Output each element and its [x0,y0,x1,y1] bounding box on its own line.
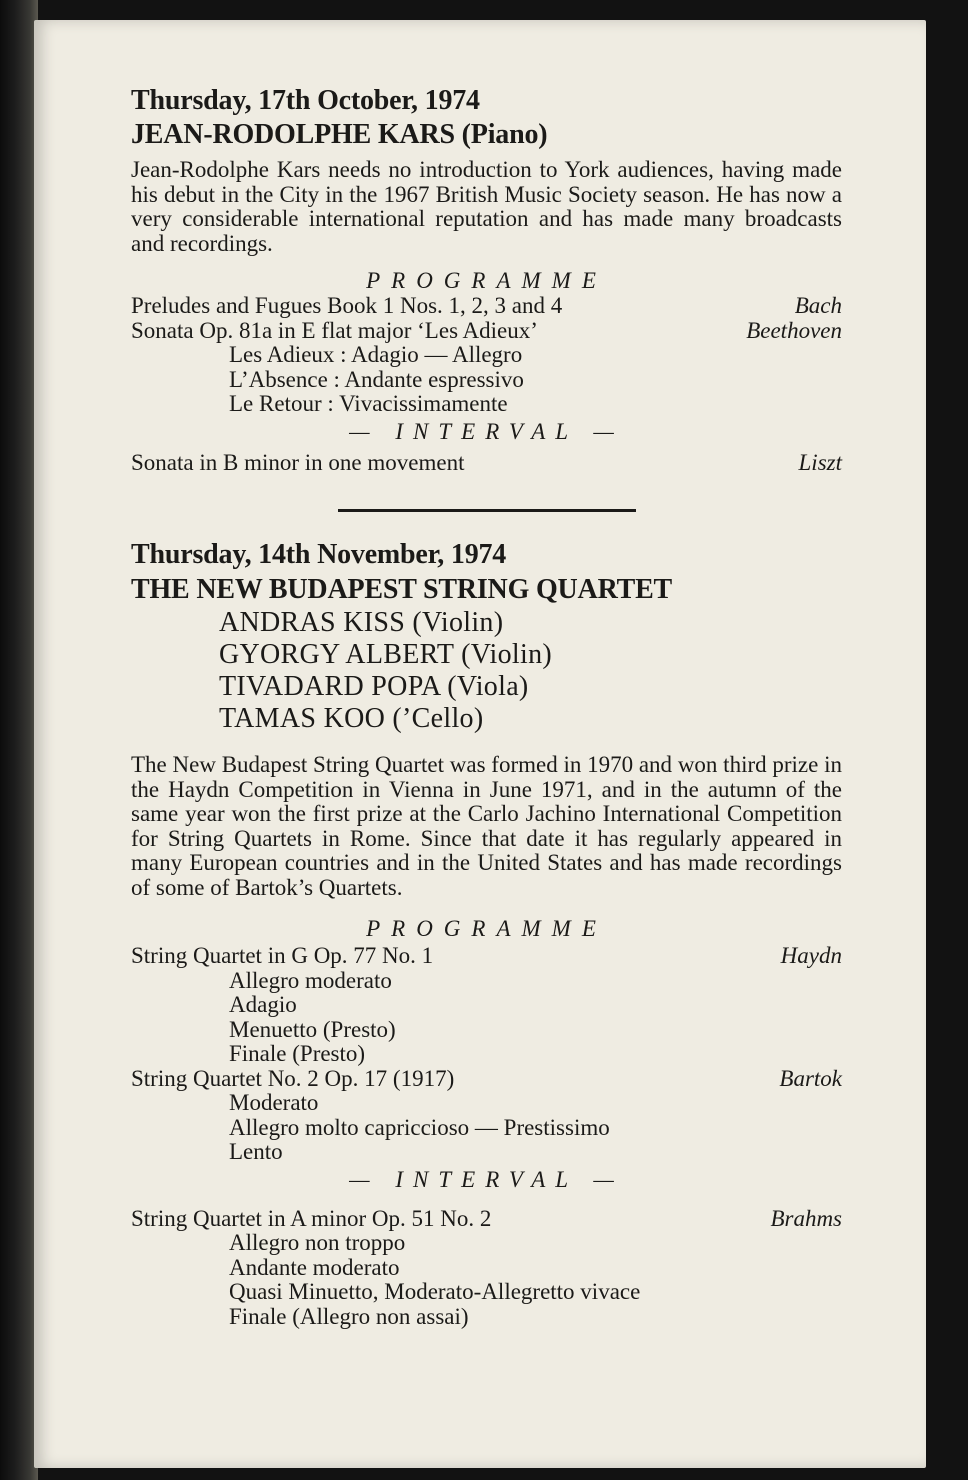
movement: Lento [229,1139,283,1164]
movement: Les Adieux : Adagio — Allegro [229,342,523,367]
concert2-date: Thursday, 14th November, 1974 [131,539,507,570]
concert2-artist: THE NEW BUDAPEST STRING QUARTET [131,574,673,605]
quartet-member: TAMAS KOO (’Cello) [219,703,484,734]
concert1-date: Thursday, 17th October, 1974 [131,85,480,116]
movement: Finale (Allegro non assai) [229,1303,469,1329]
quartet-member: ANDRAS KISS (Violin) [219,607,504,638]
work-title: String Quartet in G Op. 77 No. 1 [131,943,434,968]
page-content [131,84,842,1329]
book-spine [0,0,38,1480]
movement: Adagio [229,992,297,1017]
programme-page [34,20,926,1468]
work-composer: Bartok [779,1065,842,1091]
work-title: String Quartet in A minor Op. 51 No. 2 [131,1205,492,1231]
movement: Moderato [229,1090,319,1115]
work-composer: Brahms [770,1205,842,1231]
concert2-programme-heading: PROGRAMME [366,916,607,941]
concert2-work2 [131,1067,842,1092]
concert2-work1 [131,944,842,969]
movement: Finale (Presto) [229,1041,366,1066]
concert2-bio: The New Budapest String Quartet was formed in 1970 and won third prize in the Haydn Competition in Vienna in June 1971, and in the autumn of the same year won the first prize at the Carlo Jachino International Competition for String Quartets in Rome. Since that date it has regularly appeared in many European countries and in the United States and has made recordings of some of Bartok’s Quartets. [131,752,842,900]
movement: L’Absence : Andante espressivo [229,366,524,392]
concert1-bio: Jean-Rodolphe Kars needs no introduction to York audiences, having made his debut in the City in the 1967 British Music Society season. He has now a very considerable international reputation and has made many broadcasts and recordings. [131,157,842,256]
movement: Allegro moderato [229,967,392,993]
movement: Allegro molto capriccioso — Prestissimo [229,1114,610,1140]
work-composer: Haydn [780,943,842,968]
work-composer: Liszt [798,449,842,475]
quartet-member: TIVADARD POPA (Viola) [219,671,529,702]
quartet-member: GYORGY ALBERT (Violin) [219,639,553,670]
movement: Allegro non troppo [229,1230,406,1255]
concert2-interval: — INTERVAL — [349,1166,624,1192]
concert2-work3 [131,1207,842,1232]
work-composer: Beethoven [746,317,842,343]
movement: Andante moderato [229,1254,400,1280]
work-title: Sonata Op. 81a in E flat major ‘Les Adieux’ [131,317,538,343]
concert1-artist: JEAN-RODOLPHE KARS (Piano) [131,119,548,150]
concert1-work2 [131,319,842,344]
work-title: String Quartet No. 2 Op. 17 (1917) [131,1065,455,1091]
movement: Menuetto (Presto) [229,1016,396,1042]
movement: Quasi Minuetto, Moderato-Allegretto vivace [229,1279,641,1304]
work-title: Sonata in B minor in one movement [131,449,465,475]
section-divider [338,509,636,512]
work-title: Preludes and Fugues Book 1 Nos. 1, 2, 3 and 4 [131,293,563,318]
concert1-work3 [131,451,842,476]
concert1-work1 [131,294,842,319]
movement: Le Retour : Vivacissimamente [229,391,508,416]
concert1-programme-heading: PROGRAMME [366,268,607,293]
work-composer: Bach [794,293,842,318]
concert1-interval: — INTERVAL — [349,418,624,444]
